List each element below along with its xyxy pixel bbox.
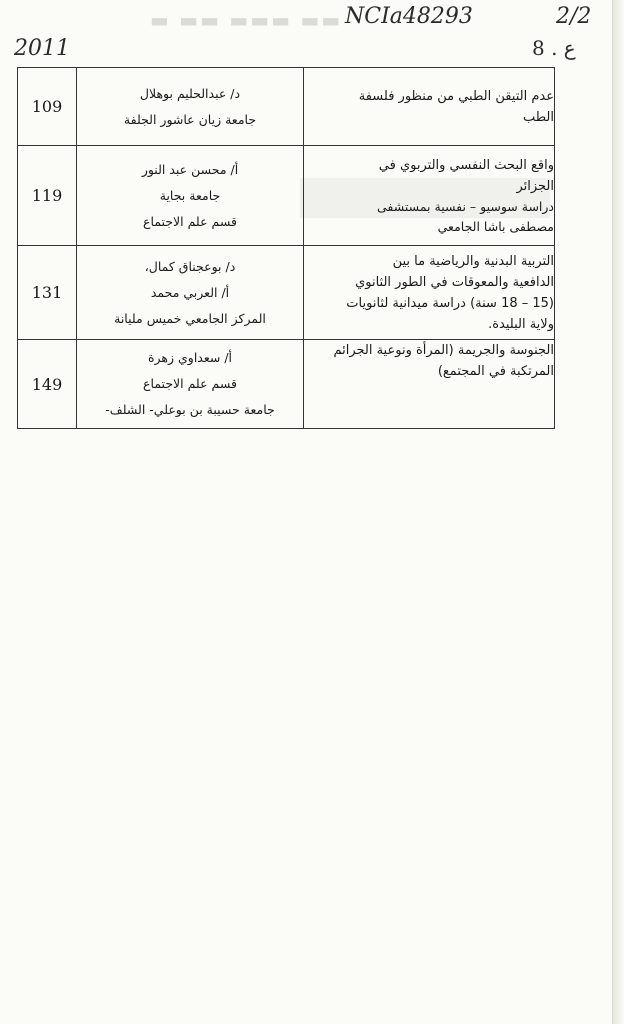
- bleed-through-heading: ▬ ▬▬ ▬▬▬ ▬▬: [150, 8, 343, 32]
- title-line: واقع البحث النفسي والتربوي في: [378, 157, 554, 173]
- author-cell: [77, 340, 304, 429]
- article-title-cell: [304, 340, 555, 429]
- handwritten-fraction: 2/2: [556, 4, 592, 29]
- title-line: عدم التيقن الطبي من منظور فلسفة: [358, 88, 554, 104]
- table-row: [18, 68, 555, 146]
- subtitle-line: دراسة سوسيو – نفسية بمستشفى: [377, 198, 554, 214]
- author-line: قسم علم الاجتماع: [143, 213, 237, 229]
- title-line: (15 – 18 سنة) دراسة ميدانية لثانويات: [346, 295, 554, 311]
- handwritten-year: 2011: [14, 36, 70, 61]
- author-line: د/ بوعجناق كمال،: [144, 258, 236, 274]
- page-number-cell: 109: [18, 68, 77, 146]
- handwritten-issue-ref: 8 . ع: [532, 36, 576, 60]
- author-line: جامعة زيان عاشور الجلفة: [123, 111, 257, 127]
- author-line: جامعة حسيبة بن بوعلي- الشلف-: [105, 402, 275, 417]
- article-title-cell: [304, 246, 555, 340]
- author-line: المركز الجامعي خميس مليانة: [114, 310, 266, 326]
- author-line: جامعة بجاية: [159, 187, 221, 203]
- subtitle-line: مصطفى باشا الجامعي: [437, 218, 554, 234]
- author-cell: [77, 246, 304, 340]
- author-line: أ/ العربي محمد: [150, 284, 230, 300]
- article-title-cell: [304, 68, 555, 146]
- title-line: الدافعية والمعوقات في الطور الثانوي: [355, 274, 554, 290]
- table-row: [18, 246, 555, 340]
- title-line: المرتكبة في المجتمع): [437, 364, 554, 379]
- page-number-cell: 131: [18, 246, 77, 340]
- title-line: التربية البدنية والرياضية ما بين: [392, 253, 554, 269]
- handwritten-catalog-code: NCIa48293: [345, 4, 473, 29]
- page-number-cell: 149: [18, 340, 77, 429]
- title-line: الطب: [522, 109, 554, 125]
- title-line: الجزائر: [516, 178, 554, 194]
- author-line: أ/ سعداوي زهرة: [147, 350, 233, 365]
- author-cell: [77, 68, 304, 146]
- contents-table: [17, 67, 555, 429]
- author-cell: [77, 146, 304, 246]
- article-title-cell: [304, 146, 555, 246]
- table-row: [18, 340, 555, 429]
- table-row: [18, 146, 555, 246]
- author-line: د/ عبدالحليم بوهلال: [139, 85, 241, 101]
- author-line: قسم علم الاجتماع: [143, 376, 237, 391]
- page-edge-shadow: [612, 0, 624, 1024]
- title-line: ولاية البليدة.: [488, 316, 554, 332]
- page-number-cell: 119: [18, 146, 77, 246]
- title-line: الجنوسة والجريمة (المرأة ونوعية الجرائم: [333, 343, 554, 358]
- author-line: أ/ محسن عبد النور: [141, 161, 239, 177]
